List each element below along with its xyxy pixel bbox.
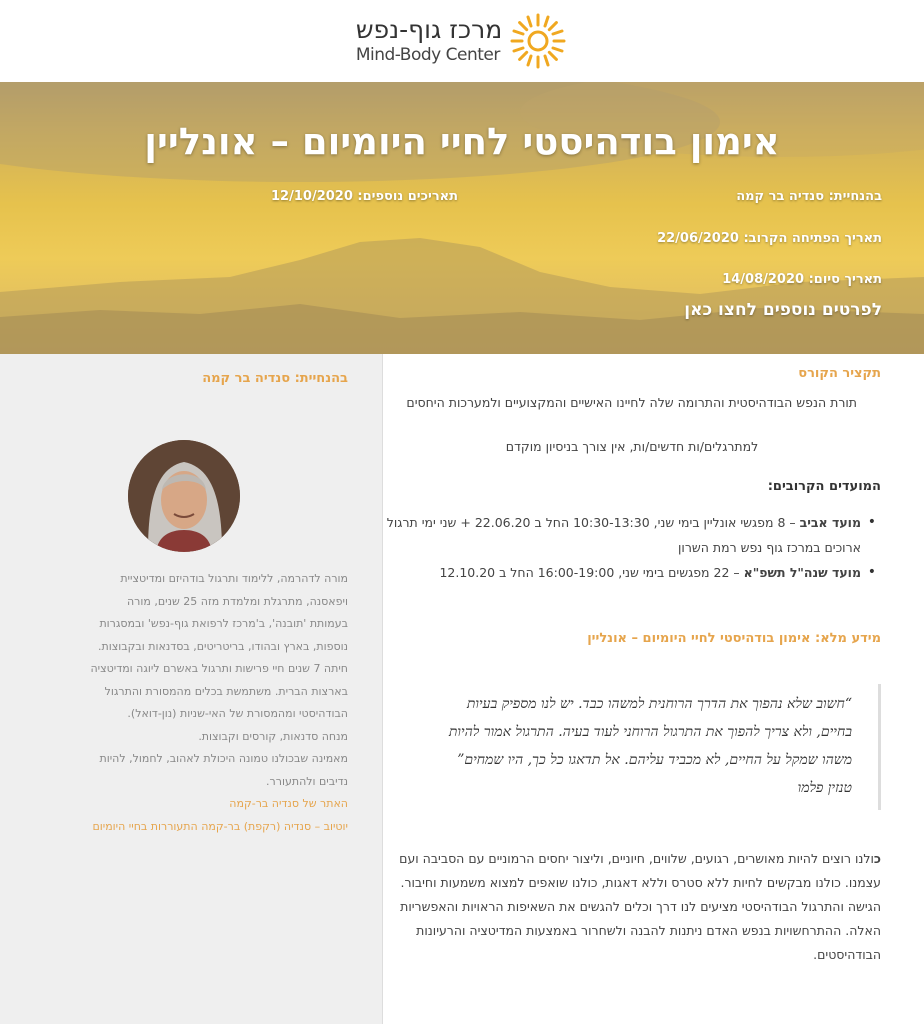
bio-line: מאמינה שבכולנו טמונה היכולת לאהוב, לחמול, להיות (99, 752, 348, 765)
logo-hebrew-name: מרכז גוף-נפש (355, 15, 503, 44)
end-date-meta (722, 272, 882, 287)
session-details: – 8 מפגשי אונליין בימי שני, 10:30-13:30 החל ב 22.06.20 + שני ימי תרגול ארוכים במרכז גוף נפש רמת השרון (386, 515, 861, 555)
more-dates-value: 12/10/2020 (271, 189, 353, 204)
bio-line: נדיבים ולהתעורר. (266, 774, 348, 788)
opening-date-value: 22/06/2020 (657, 231, 739, 246)
more-dates-label: תאריכים נוספים: (357, 189, 458, 204)
body-first-letter: כ (873, 851, 881, 866)
bio-line: ויפאסנה, מתרגלת ומלמדת מזה 25 שנים, מורה (126, 594, 348, 608)
session-name: מועד אביב (799, 515, 861, 530)
main-column (383, 354, 924, 1024)
guide-avatar (128, 440, 240, 552)
body-paragraph (383, 847, 881, 967)
guide-website-link[interactable]: האתר של סנדיה בר-קמה (229, 797, 348, 810)
bio-line: מנחה סדנאות, קורסים וקבוצות. (198, 729, 348, 743)
sessions-list (383, 510, 881, 585)
more-details-link[interactable]: לפרטים נוספים לחצו כאן (684, 300, 882, 320)
bio-line: חיתה 7 שנים חיי פרישות ותרגול באשרם ליוגה ומדיטציה (90, 662, 348, 675)
site-logo[interactable] (356, 11, 568, 71)
session-item-year (383, 560, 861, 585)
guide-sidebar (0, 354, 383, 1024)
body-text: ולנו רוצים להיות מאושרים, רגועים, שלווים, חיוניים, וליצור יחסים הרמוניים עם הסביבה ועם עצמנו. כולנו מבקשים לחיות ללא סטרס וללא דאגות, כולנו שואפים למצוא משמעות וחיבור. הגישה והתרגול הבודהיסטי מציעים לנו דרך וכלים להגשים את השאיפות הראויות והאפשריות האלה. ההתרחשויות בנפש האדם ניתנות להבנה ולשחרור באמצעות המדיטציה והרעיונות הבודהיסטים. (399, 851, 881, 962)
guide-bio (20, 568, 348, 838)
bio-line: בעמותת 'תובנה', ב'מרכז לרפואת גוף-נפש' ובמסגרות (99, 617, 348, 630)
tenzin-palmo-quote: “חשוב שלא נהפוך את הדרך הרוחנית למשהו כבד. יש לנו מספיק בעיות בחיים, ולא צריך להפוך את התרגול הרוחני לעוד בעיה. התרגול אמור להיות משהו שמקל על החיים, לא מכביד עליהם. אל תדאגו כל כך, היו שמחים” טנזין פלמו (433, 684, 881, 810)
guide-label: בהנחיית: (828, 189, 882, 204)
session-details: – 22 מפגשים בימי שני, 16:00-19:00 החל ב 12.10.20 (439, 565, 744, 580)
hero-banner (0, 82, 924, 354)
guide-meta (736, 189, 882, 204)
session-item-spring (383, 510, 861, 560)
site-header (0, 0, 924, 82)
end-date-value: 14/08/2020 (722, 272, 805, 287)
bio-line: מורה לדהרמה, ללימוד ותרגול בודהיזם ומדיטציית (120, 572, 348, 585)
content-area (0, 354, 924, 1024)
session-name: מועד שנה"ל תשפ"א (743, 565, 861, 580)
audience-text: למתרגלים/ות חדשים/ות, אין צורך בניסיון מוקדם (505, 439, 759, 454)
course-summary-heading: תקציר הקורס (798, 366, 881, 381)
guide-youtube-link[interactable]: יוטיוב – סנדיה (רקפת) בר-קמה התעוררות בחיי היומיום (92, 819, 348, 833)
course-summary-text: תורת הנפש הבודהיסטית והתרומה שלה לחיינו האישיים והמקצועיים ולמערכות היחסים (406, 395, 857, 410)
opening-date-label: תאריך הפתיחה הקרוב: (743, 231, 882, 246)
bio-line: נוספות, בארץ ובהודו, בריטריטים, בסדנאות ובקבוצות. (98, 639, 348, 653)
end-date-label: תאריך סיום: (808, 272, 882, 287)
bio-line: הבודהיסטי ומהמסורת של האי-שניות (נון-דואל). (127, 707, 348, 720)
more-dates-meta (271, 189, 458, 204)
sun-logo-icon (508, 11, 568, 71)
logo-text (356, 16, 502, 66)
full-info-heading: מידע מלא: אימון בודהיסטי לחיי היומיום – אונליין (587, 631, 881, 646)
guide-portrait-image (128, 440, 240, 552)
page-title: אימון בודהיסטי לחיי היומיום – אונליין (144, 120, 780, 163)
guide-value: סנדיה בר קמה (736, 189, 825, 204)
opening-date-meta (657, 231, 882, 246)
logo-english-name: Mind-Body Center (355, 45, 500, 65)
sessions-heading: המועדים הקרובים: (767, 479, 881, 494)
bio-line: בארצות הברית. משתמשת בכלים מהמסורת והתרגול (104, 684, 348, 698)
sidebar-guide-heading: בהנחיית: סנדיה בר קמה (202, 371, 348, 386)
